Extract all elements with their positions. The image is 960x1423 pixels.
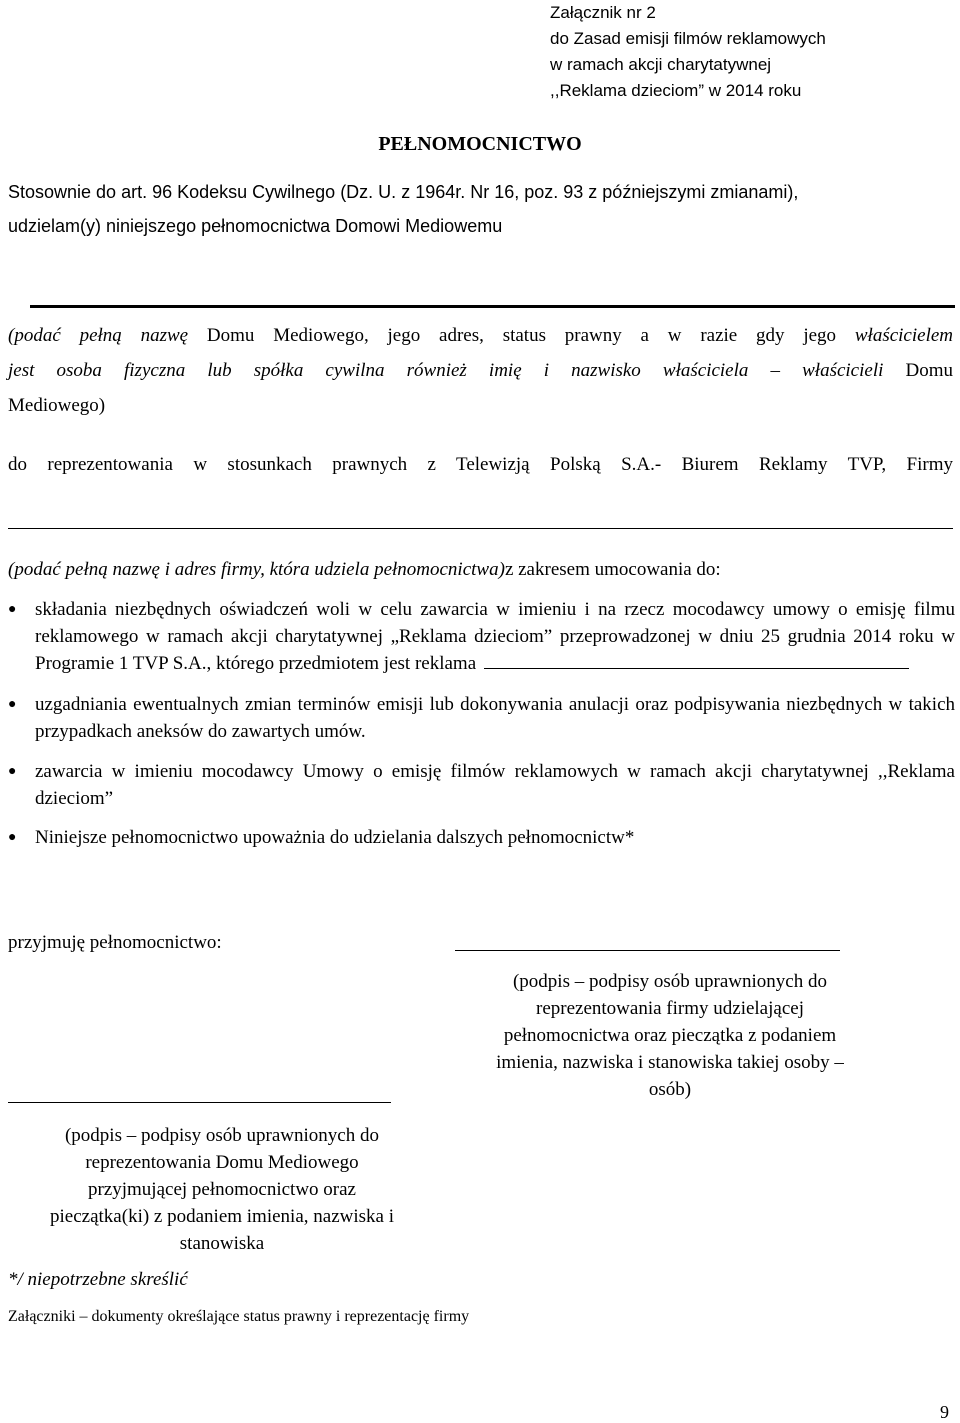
hint-part-1: (podać pełną nazwę <box>8 325 189 346</box>
list-item-text: zawarcia w imieniu mocodawcy Umowy o emisję filmów reklamowych w ramach akcji charytatywnej ,,Reklama dzieciom” <box>35 761 955 809</box>
caption-line: stanowiska <box>179 1233 265 1254</box>
media-house-hint <box>8 318 953 423</box>
list-item <box>8 758 955 812</box>
intro-line-2: udzielam(y) niniejszego pełnomocnictwa Domowi Mediowemu <box>8 216 503 236</box>
caption-line: pieczątka(ki) z podaniem imienia, nazwiska i <box>50 1206 394 1227</box>
bullet-icon: ● <box>8 697 17 712</box>
company-hint-italic: (podać pełną nazwę i adres firmy, która udziela pełnomocnictwa) <box>8 559 505 580</box>
company-hint <box>8 555 953 585</box>
list-item <box>8 691 955 745</box>
signature-caption-media-house <box>8 1122 436 1257</box>
signature-line-grantor <box>455 950 840 951</box>
footnote: */ niepotrzebne skreślić <box>8 1269 188 1290</box>
hint-line-2-tail: Domu <box>905 360 954 381</box>
hint-part-2: Domu Mediowego, jego adres, status prawny a w razie gdy jego <box>206 325 837 346</box>
list-item-text: uzgadniania ewentualnych zmian terminów emisji lub dokonywania anulacji oraz podpisywania niezbędnych w takich przypadkach aneksów do zawartych umów. <box>35 694 955 742</box>
annex-line-1: Załącznik nr 2 <box>550 3 656 22</box>
annex-line-4: ,,Reklama dzieciom” w 2014 roku <box>550 81 802 100</box>
hint-part-3: właścicielem <box>854 325 954 346</box>
signature-line-media-house <box>8 1102 391 1103</box>
list-item <box>8 824 955 851</box>
list-item-text: składania niezbędnych oświadczeń woli w celu zawarcia w imieniu i na rzecz mocodawcy umowy o emisję filmu reklamowego w ramach akcji charytatywnej „Reklama dzieciom” przeprowadzonej w dniu 25 grudnia 2014 roku w Programie 1 TVP S.A., którego przedmiotem jest reklama <box>35 599 955 674</box>
caption-line: reprezentowania Domu Mediowego <box>85 1152 359 1173</box>
advertised-product-blank <box>484 650 909 669</box>
media-house-hint-line-3: Mediowego) <box>8 395 106 416</box>
caption-line: reprezentowania firmy udzielającej <box>536 998 804 1019</box>
document-title: PEŁNOMOCNICTWO <box>378 133 582 155</box>
list-item-text: Niniejsze pełnomocnictwo upoważnia do udzielania dalszych pełnomocnictw* <box>35 827 635 848</box>
authorization-scope-list <box>8 596 955 851</box>
company-fill-line <box>8 528 953 529</box>
media-house-fill-line <box>30 305 955 308</box>
intro-paragraph <box>8 172 953 246</box>
accept-label: przyjmuję pełnomocnictwo: <box>8 932 222 953</box>
annex-header <box>550 0 826 104</box>
bullet-icon: ● <box>8 764 17 779</box>
media-house-hint-line-1 <box>8 318 953 353</box>
company-hint-tail: z zakresem umocowania do: <box>504 559 721 580</box>
representation-text: do reprezentowania w stosunkach prawnych z Telewizją Polską S.A.- Biurem Reklamy TVP, Firmy <box>8 454 953 475</box>
caption-line: (podpis – podpisy osób uprawnionych do <box>512 971 827 992</box>
caption-line: (podpis – podpisy osób uprawnionych do <box>64 1125 379 1146</box>
annex-line-2: do Zasad emisji filmów reklamowych <box>550 29 826 48</box>
annex-line-3: w ramach akcji charytatywnej <box>550 55 772 74</box>
bullet-icon: ● <box>8 602 17 617</box>
signature-caption-grantor <box>460 968 880 1103</box>
page-number: 9 <box>940 1402 949 1422</box>
attachments-note: Załączniki – dokumenty określające status prawny i reprezentację firmy <box>8 1308 470 1325</box>
intro-line-1: Stosownie do art. 96 Kodeksu Cywilnego (Dz. U. z 1964r. Nr 16, poz. 93 z późniejszymi zmianami), <box>8 182 799 202</box>
hint-line-2-italic: jest osoba fizyczna lub spółka cywilna również imię i nazwisko właściciela – właścicieli <box>8 360 884 381</box>
bullet-icon: ● <box>8 830 17 845</box>
list-item <box>8 596 955 677</box>
caption-line: osób) <box>648 1079 692 1100</box>
caption-line: pełnomocnictwa oraz pieczątka z podaniem <box>503 1025 837 1046</box>
media-house-hint-line-2 <box>8 353 953 388</box>
caption-line: imienia, nazwiska i stanowiska takiej osoby – <box>496 1052 844 1073</box>
caption-line: przyjmującej pełnomocnictwo oraz <box>87 1179 356 1200</box>
